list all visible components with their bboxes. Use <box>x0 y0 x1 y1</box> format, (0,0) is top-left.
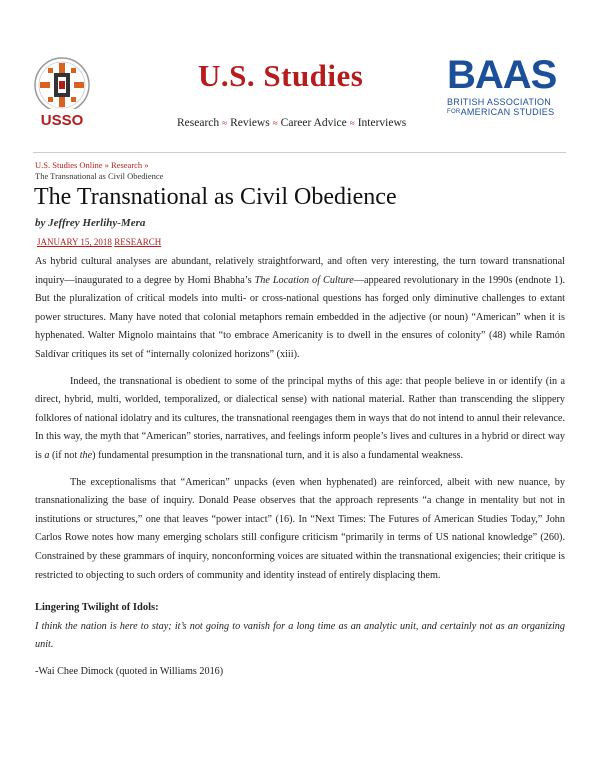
nav-research[interactable]: Research <box>177 117 220 129</box>
site-header <box>0 0 600 150</box>
paragraph-1: As hybrid cultural analyses are abundant, relatively straightforward, and often very interesting, the turn toward transnational inquiry—inaugurated to a degree by Homi Bhabha’s The Location of Culture—appeared revolutionary in the 1990s (endnote 1). But the pluralization of critical models into multi- or cross-national questions has forged only diminutive challenges to extant power structures. Many have noted that colonial metaphors remain embedded in the adjective (or noun) “American” when it is hyphenated. Walter Mignolo maintains that “to embrace Americanity is to dwell in the ensures of colonity” (48) while Ramón Saldívar critiques its set of “internally colonized horizons” (xiii). <box>35 256 566 360</box>
nav-career-advice[interactable]: Career Advice <box>280 117 347 129</box>
epigraph: I think the nation is here to stay; it’s not going to vanish for a long time as an analytic unit, and certainly not as an organizing unit. <box>35 620 565 651</box>
article-byline: by Jeffrey Herlihy-Mera <box>35 217 146 229</box>
main-nav <box>177 117 406 129</box>
paragraph-2: Indeed, the transnational is obedient to some of the principal myths of this age: that people believe in or identify (in a direct, hybrid, multi, worlded, temporalized, or dialectical sense) with national material. Rather than transcending the slippery folklores of national idolatry and its cultures, the transnational reengages them in ways that do not intend to annul their relevance. In this way, the myth that “American” stories, narratives, and feelings inform people’s lives and cultures in a hybrid or direct way is a (if not the) fundamental presumption in the transnational turn, and it is also a fundamental weakness. <box>35 375 565 461</box>
article-meta <box>37 237 161 247</box>
article-date[interactable]: JANUARY 15, 2018 <box>37 237 112 247</box>
breadcrumb-current: The Transnational as Civil Obedience <box>35 171 164 181</box>
article-body <box>35 253 565 689</box>
baas-logo[interactable] <box>447 55 567 130</box>
usso-logo[interactable] <box>33 52 91 136</box>
section-heading: Lingering Twilight of Idols: <box>35 602 159 614</box>
nav-reviews[interactable]: Reviews <box>230 117 270 129</box>
nav-separator: ≈ <box>272 118 278 128</box>
paragraph-3: The exceptionalisms that “American” unpacks (even when hyphenated) are reinforced, albeit with new nuance, by transnationalizing the base of inquiry. Donald Pease observes that the approach represents “a change in mentality but not in institutions or structures,” one that leaves “power intact” (16). In “Next Times: The Futures of American Studies Today,” John Carlos Rowe notes how many emerging scholars still configure criticism “primarily in terms of US national knowledge” (260). Constrained by these grammars of inquiry, nonconforming voices are situated within the transnational exigencies; their critique is restricted to objecting to such orders of community and identity instead of entirely displacing them. <box>35 476 565 581</box>
article-title: The Transnational as Civil Obedience <box>34 184 397 210</box>
nav-separator: ≈ <box>222 118 228 128</box>
article-category[interactable]: RESEARCH <box>114 237 162 247</box>
header-divider <box>33 152 566 153</box>
breadcrumb[interactable]: U.S. Studies Online » Research » <box>35 160 149 170</box>
nav-interviews[interactable]: Interviews <box>357 117 407 129</box>
svg-text:USSO: USSO <box>40 112 84 129</box>
nav-separator: ≈ <box>349 118 355 128</box>
baas-subtitle: BRITISH ASSOCIATION $^{FOR}$AMERICAN STUDIES <box>447 97 555 117</box>
epigraph-attribution: -Wai Chee Dimock (quoted in Williams 2016) <box>35 665 224 677</box>
site-title[interactable]: U.S. Studies <box>198 58 364 93</box>
baas-letters: BAAS <box>447 53 557 97</box>
